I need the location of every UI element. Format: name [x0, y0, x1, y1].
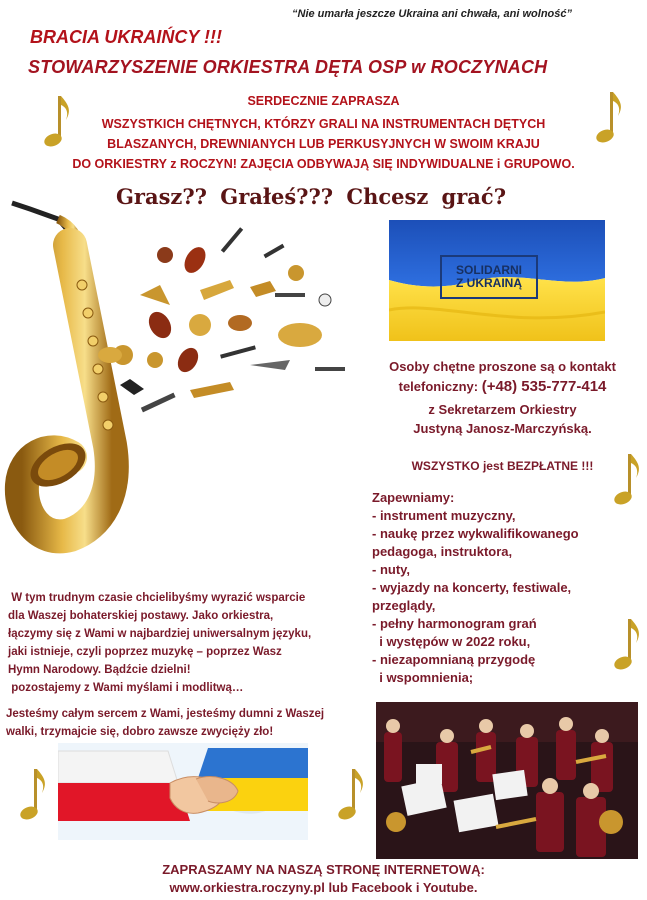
offer-item: - instrument muzyczny, — [372, 508, 516, 523]
offer-heading: Zapewniamy: — [372, 490, 455, 505]
headline-association: STOWARZYSZENIE ORKIESTRA DĘTA OSP w ROCZYNACH — [28, 57, 548, 77]
offer-item: pedagoga, instruktora, — [372, 544, 513, 559]
solidarity-paragraph — [6, 705, 378, 741]
contact-line-4: Justyną Janosz-Marczyńską. — [413, 421, 592, 436]
solidarity-line: walki, trzymajcie się, dobro zawsze zwycięży zło! — [6, 726, 274, 738]
invite-line-1: SERDECZNIE ZAPRASZA — [247, 94, 400, 108]
offer-item: - naukę przez wykwalifikowanego — [372, 526, 579, 541]
support-line: pozostajemy z Wami myślami i modlitwą… — [8, 682, 244, 694]
support-line: łączymy się z Wami w najbardziej uniwersalnym języku, — [8, 628, 312, 640]
free-notice: WSZYSTKO jest BEZPŁATNE !!! — [411, 459, 594, 473]
support-line: dla Waszej bohaterskiej postawy. Jako orkiestra, — [8, 610, 274, 622]
solidarity-line: Jesteśmy całym sercem z Wami, jesteśmy dumni z Waszej — [6, 708, 325, 720]
music-note-icon — [332, 765, 366, 825]
offer-item: - nuty, — [372, 562, 411, 577]
footer-line-1: ZAPRASZAMY NA NASZĄ STRONĘ INTERNETOWĄ: — [162, 862, 485, 877]
offer-item: - pełny harmonogram grań — [372, 616, 537, 631]
offer-item: - niezapomnianą przygodę — [372, 652, 536, 667]
question-headline: Grasz?? Grałeś??? Chcesz grać? — [116, 184, 507, 209]
contact-phone-prefix: telefoniczny: — [398, 379, 479, 394]
support-line: W tym trudnym czasie chcielibyśmy wyrazić wsparcie — [8, 592, 306, 604]
badge-line-1: SOLIDARNI — [456, 263, 522, 277]
offer-list — [372, 489, 642, 687]
offer-item: - wyjazdy na koncerty, festiwale, — [372, 580, 572, 595]
saxophone-instruments-illustration — [0, 195, 365, 570]
footer-website: www.orkiestra.roczyny.pl lub Facebook i Youtube. — [169, 880, 478, 895]
music-note-icon — [14, 765, 48, 825]
contact-line-1: Osoby chętne proszone są o kontakt — [389, 359, 616, 374]
solidarity-badge — [441, 264, 537, 290]
handshake-poland-ukraine-illustration — [58, 743, 308, 840]
quote: “Nie umarła jeszcze Ukraina ani chwała, ani wolność” — [292, 8, 572, 20]
invite-line-2: WSZYSTKICH CHĘTNYCH, KTÓRZY GRALI NA INSTRUMENTACH DĘTYCH — [101, 117, 546, 131]
offer-item: i występów w 2022 roku, — [372, 634, 531, 649]
support-line: jaki istnieje, czyli poprzez muzykę – poprzez Wasz — [8, 646, 282, 658]
invite-line-4: DO ORKIESTRY z ROCZYN! ZAJĘCIA ODBYWAJĄ SIĘ INDYWIDUALNE i GRUPOWO. — [72, 157, 575, 171]
offer-item: i wspomnienia; — [372, 670, 474, 685]
contact-line-3: z Sekretarzem Orkiestry — [428, 402, 577, 417]
phone-number: (+48) 535-777-414 — [481, 378, 607, 395]
support-line: Hymn Narodowy. Bądźcie dzielni! — [8, 664, 191, 676]
invite-line-3: BLASZANYCH, DREWNIANYCH LUB PERKUSYJNYCH W SWOIM KRAJU — [107, 137, 540, 151]
offer-item: przeglądy, — [372, 598, 436, 613]
ukraine-flag — [389, 220, 605, 341]
orchestra-photo — [376, 702, 638, 859]
contact-line-2 — [360, 377, 645, 396]
badge-line-2: Z UKRAINĄ — [456, 276, 522, 290]
headline-brothers: BRACIA UKRAIŃCY !!! — [30, 27, 222, 47]
support-paragraph — [8, 589, 368, 697]
